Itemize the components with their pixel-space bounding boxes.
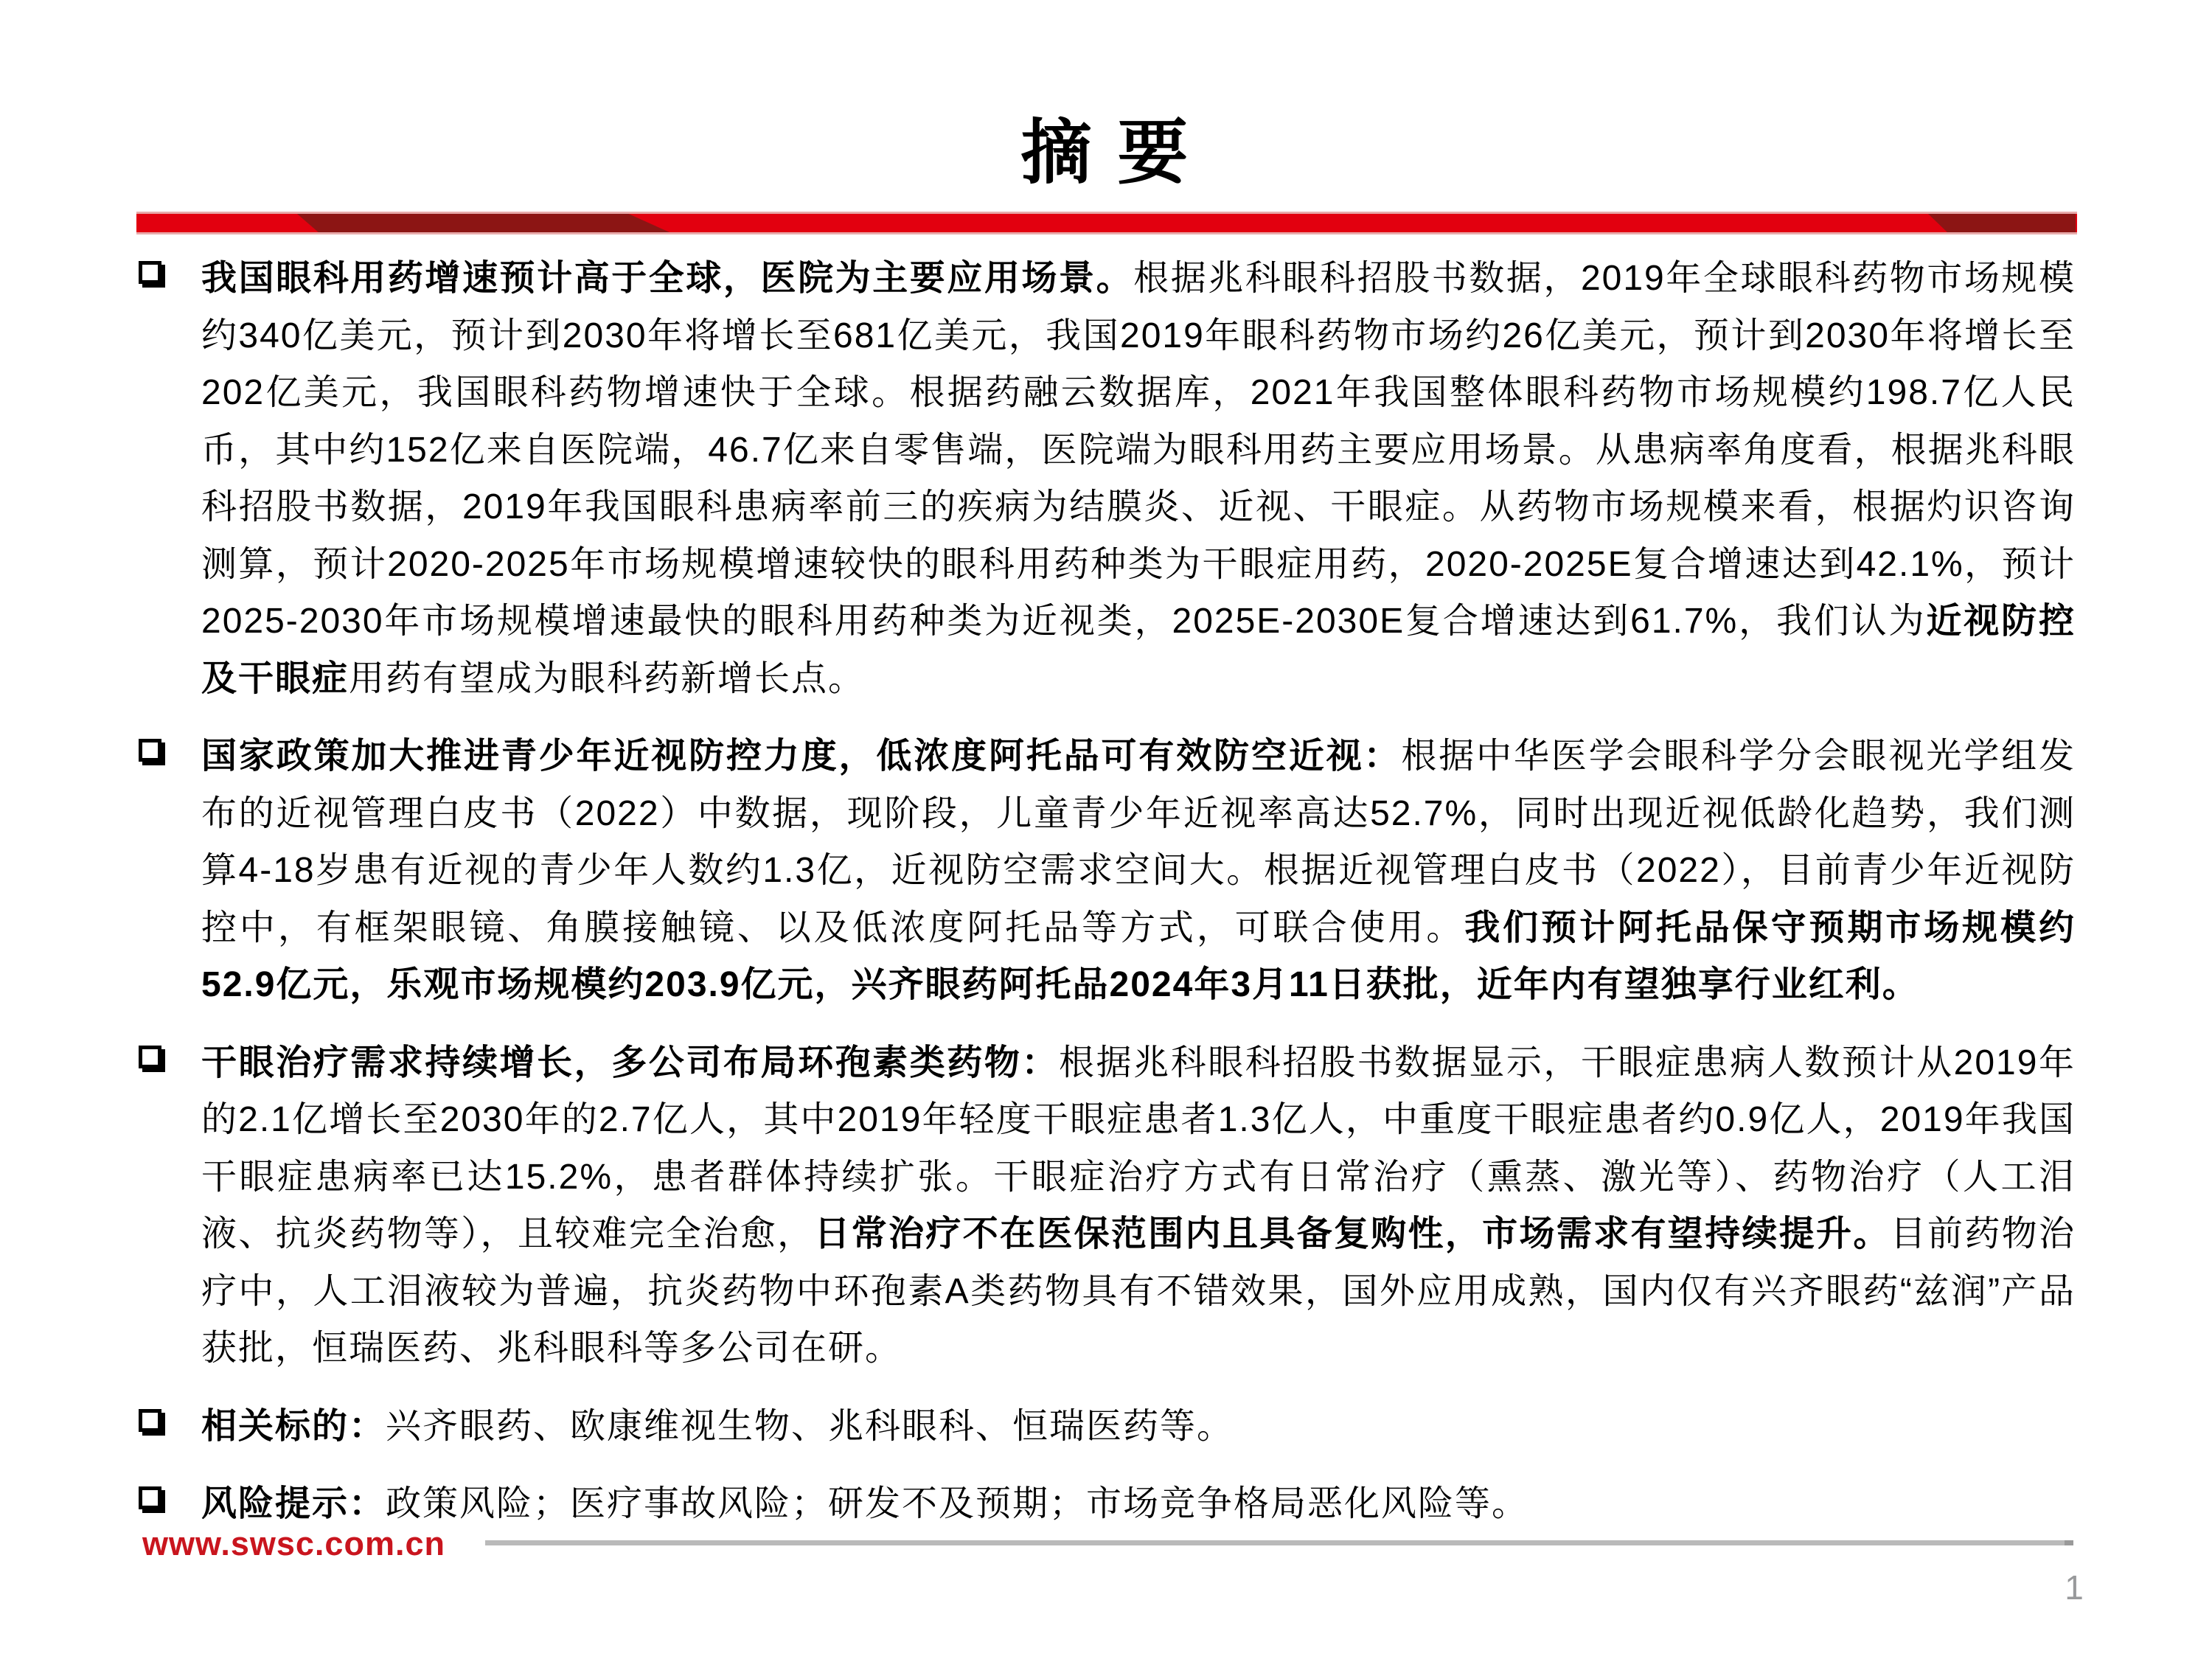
text-segment: 兴齐眼药、欧康维视生物、兆科眼科、恒瑞医药等。: [386, 1406, 1234, 1446]
square-bullet-icon: [139, 1409, 161, 1432]
page-title: 摘 要: [1020, 114, 1192, 192]
bullet-paragraph: [201, 1034, 2076, 1377]
text-segment: 我国眼科用药增速预计高于全球，医院为主要应用场景。: [201, 259, 1134, 298]
bullet-paragraph: [201, 1475, 2076, 1533]
text-segment: 用药有望成为眼科药新增长点。: [349, 658, 866, 698]
list-item: [137, 1475, 2076, 1533]
page-number: 1: [2065, 1568, 2084, 1607]
square-bullet-icon: [139, 739, 161, 762]
divider-dark-segment-right: [1928, 214, 2076, 232]
footer-divider-line: [485, 1540, 2073, 1545]
square-bullet-icon: [139, 261, 161, 284]
list-item: [137, 1398, 2076, 1455]
square-bullet-icon: [139, 1046, 161, 1068]
text-segment: 风险提示：: [201, 1484, 386, 1523]
square-bullet-icon: [139, 1486, 161, 1509]
red-divider-bar: [136, 212, 2077, 234]
text-segment: 目前药物治疗中，人工泪液较为普遍，抗炎药物中环孢素A类药物具有不错效果，国外应用成熟，国内仅有兴齐眼药“兹润”产品获批，恒瑞医药、兆科眼科等多公司在研。: [201, 1214, 2076, 1368]
text-segment: 政策风险；医疗事故风险；研发不及预期；市场竞争格局恶化风险等。: [386, 1484, 1529, 1523]
text-segment: 近视防控及干眼症: [201, 602, 2076, 698]
text-segment: 根据中华医学会眼科学分会眼视光学组发布的近视管理白皮书（2022）中数据，现阶段，儿童青少年近视率高达52.7%，同时出现近视低龄化趋势，我们测算4-18岁患有近视的青少年人数约1.3亿，近视防空需求空间大。根据近视管理白皮书（2022），目前青少年近视防控中，有框架眼镜、角膜接触镜、以及低浓度阿托品等方式，可联合使用。: [201, 737, 2076, 947]
website-link[interactable]: www.swsc.com.cn: [142, 1525, 445, 1562]
divider-dark-segment-left: [297, 214, 669, 232]
bullet-paragraph: [201, 250, 2076, 707]
text-segment: 根据兆科眼科招股书数据显示，干眼症患病人数预计从2019年的2.1亿增长至2030年的2.7亿人，其中2019年轻度干眼症患者1.3亿人，中重度干眼症患者约0.9亿人，2019年我国干眼症患病率已达15.2%，患者群体持续扩张。干眼症治疗方式有日常治疗（熏蒸、激光等）、药物治疗（人工泪液、抗炎药物等），且较难完全治愈，: [201, 1043, 2076, 1253]
text-segment: 相关标的：: [201, 1406, 386, 1446]
text-segment: 我们预计阿托品保守预期市场规模约52.9亿元，乐观市场规模约203.9亿元，兴齐眼药阿托品2024年3月11日获批，近年内有望独享行业红利。: [201, 908, 2076, 1004]
summary-list: [137, 250, 2076, 1554]
bullet-paragraph: [201, 1398, 2076, 1455]
list-item: [137, 1034, 2076, 1377]
bullet-paragraph: [201, 728, 2076, 1014]
text-segment: 日常治疗不在医保范围内且具备复购性，市场需求有望持续提升。: [814, 1214, 1891, 1253]
text-segment: 干眼治疗需求持续增长，多公司布局环孢素类药物：: [201, 1043, 1060, 1082]
text-segment: 根据兆科眼科招股书数据，2019年全球眼科药物市场规模约340亿美元，预计到2030年将增长至681亿美元，我国2019年眼科药物市场约26亿美元，预计到2030年将增长至202亿美元，我国眼科药物增速快于全球。根据药融云数据库，2021年我国整体眼科药物市场规模约198.7亿人民币，其中约152亿来自医院端，46.7亿来自零售端，医院端为眼科用药主要应用场景。从患病率角度看，根据兆科眼科招股书数据，2019年我国眼科患病率前三的疾病为结膜炎、近视、干眼症。从药物市场规模来看，根据灼识咨询测算，预计2020-2025年市场规模增速较快的眼科用药种类为干眼症用药，2020-2025E复合增速达到42.1%，预计2025-2030年市场规模增速最快的眼科用药种类为近视类，2025E-2030E复合增速达到61.7%，我们认为: [201, 259, 2076, 641]
list-item: [137, 250, 2076, 707]
text-segment: 国家政策加大推进青少年近视防控力度，低浓度阿托品可有效防空近视：: [201, 737, 1402, 776]
list-item: [137, 728, 2076, 1014]
